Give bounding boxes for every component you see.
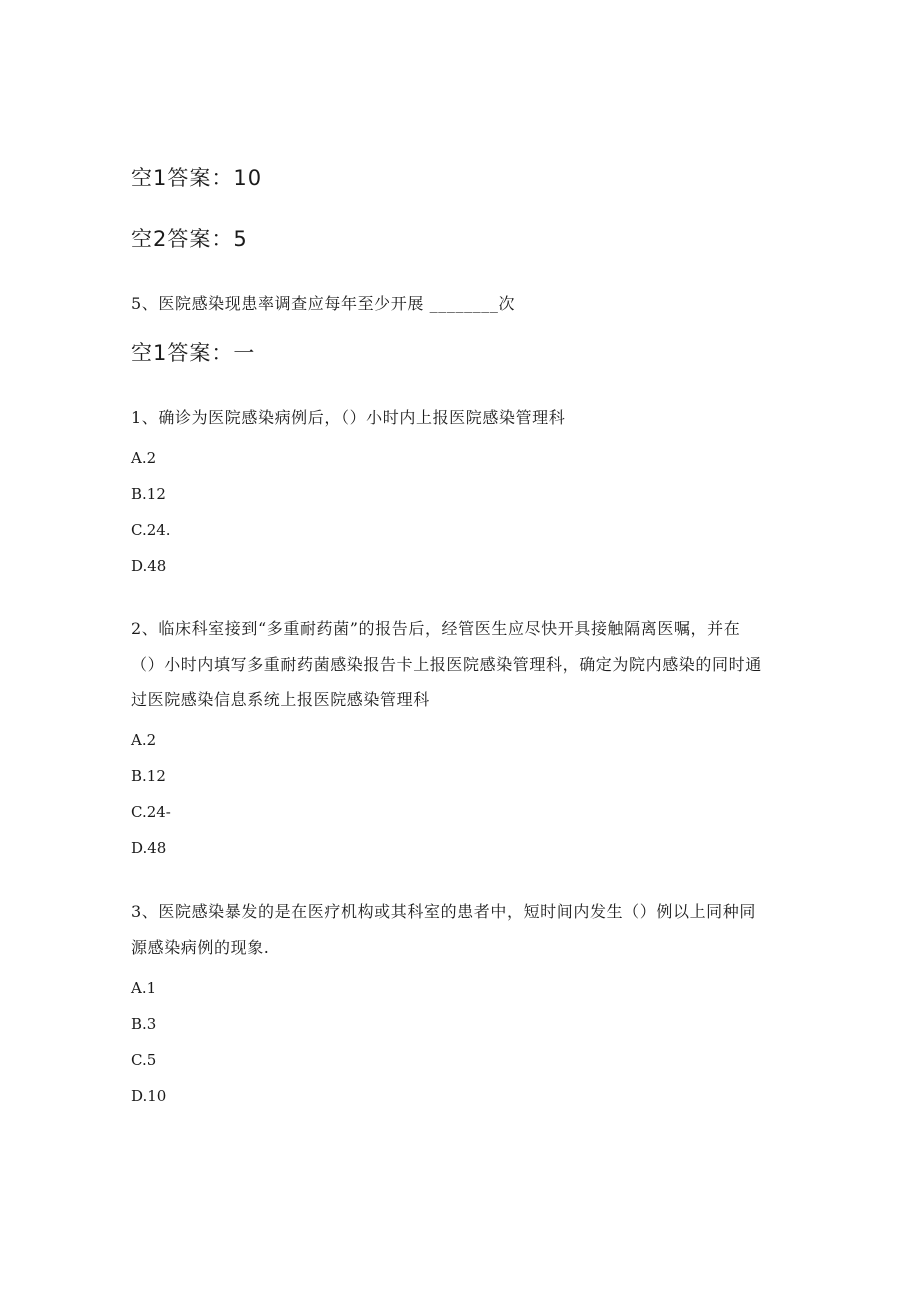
question-2-option-c: C.24- (131, 803, 171, 821)
question-2-option-b: B.12 (131, 767, 166, 785)
question-2-text-line-2: （）小时内填写多重耐药菌感染报告卡上报医院感染管理科，确定为院内感染的同时通 (131, 655, 762, 674)
question-3-option-c: C.5 (131, 1051, 157, 1069)
answer-blank-1: 空1答案：10 (131, 166, 263, 190)
question-2-text-line-3: 过医院感染信息系统上报医院感染管理科 (131, 690, 430, 709)
question-3-option-b: B.3 (131, 1015, 157, 1033)
question-1-text: 1、确诊为医院感染病例后，（）小时内上报医院感染管理科 (131, 408, 566, 427)
question-2-option-d: D.48 (131, 839, 167, 857)
fill-answer-5: 空1答案：一 (131, 341, 256, 365)
question-1-option-a: A.2 (131, 449, 157, 467)
answer-blank-2: 空2答案：5 (131, 227, 248, 251)
question-3-option-d: D.10 (131, 1087, 167, 1105)
question-1-option-b: B.12 (131, 485, 166, 503)
question-2-text-line-1: 2、临床科室接到“多重耐药菌”的报告后，经管医生应尽快开具接触隔离医嘱，并在 (131, 619, 741, 638)
fill-question-5: 5、医院感染现患率调查应每年至少开展 ________次 (131, 294, 516, 313)
question-3-option-a: A.1 (131, 979, 157, 997)
question-1-option-c: C.24. (131, 521, 171, 539)
question-1-option-d: D.48 (131, 557, 167, 575)
question-3-text-line-1: 3、医院感染暴发的是在医疗机构或其科室的患者中，短时间内发生（）例以上同种同 (131, 902, 756, 921)
question-2-option-a: A.2 (131, 731, 157, 749)
question-3-text-line-2: 源感染病例的现象. (131, 938, 270, 957)
